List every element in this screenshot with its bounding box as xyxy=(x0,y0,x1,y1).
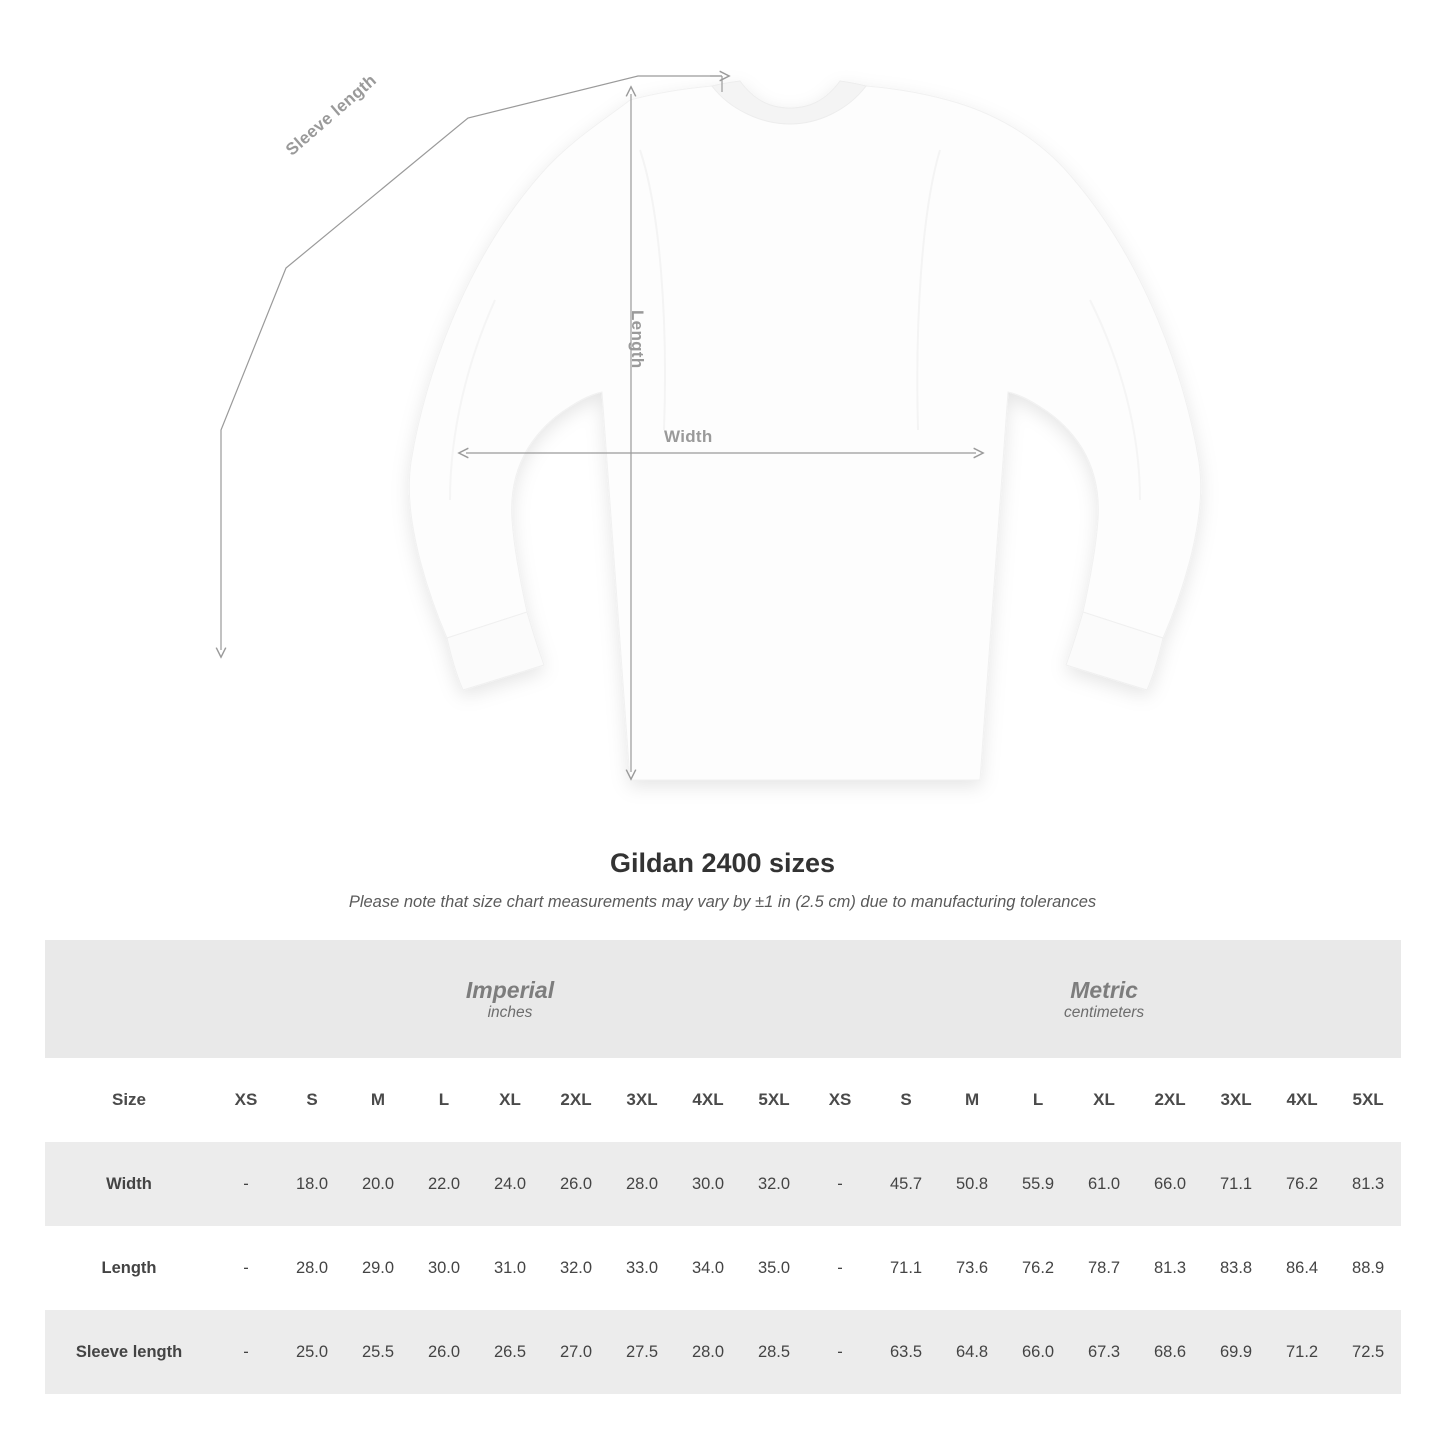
cell-sleeve-met-2: 64.8 xyxy=(939,1310,1005,1394)
size-header-row xyxy=(45,1058,1401,1142)
size-header-met-0: XS xyxy=(807,1058,873,1142)
cell-length-met-1: 71.1 xyxy=(873,1226,939,1310)
cell-length-imp-1: 28.0 xyxy=(279,1226,345,1310)
cell-length-imp-8: 35.0 xyxy=(741,1226,807,1310)
cell-width-imp-5: 26.0 xyxy=(543,1142,609,1226)
cell-width-met-6: 71.1 xyxy=(1203,1142,1269,1226)
shirt-shape xyxy=(409,81,1200,780)
unit-group-imperial-name: Imperial xyxy=(465,976,555,1003)
row-label-length: Length xyxy=(45,1226,213,1310)
cell-width-met-3: 55.9 xyxy=(1005,1142,1071,1226)
row-label-width: Width xyxy=(45,1142,213,1226)
size-header-met-8: 5XL xyxy=(1335,1058,1401,1142)
tolerance-note: Please note that size chart measurements may vary by ±1 in (2.5 cm) due to manufacturing tolerances xyxy=(348,893,1097,911)
size-header-imp-3: L xyxy=(411,1058,477,1142)
size-header-imp-5: 2XL xyxy=(543,1058,609,1142)
table-row-length xyxy=(45,1226,1401,1310)
unit-group-imperial-sub: inches xyxy=(487,1004,533,1022)
length-label: Length xyxy=(628,310,647,369)
title-block xyxy=(0,848,1445,912)
cell-length-imp-4: 31.0 xyxy=(477,1226,543,1310)
size-header-met-5: 2XL xyxy=(1137,1058,1203,1142)
cell-length-met-8: 88.9 xyxy=(1335,1226,1401,1310)
cell-width-met-4: 61.0 xyxy=(1071,1142,1137,1226)
cell-length-met-5: 81.3 xyxy=(1137,1226,1203,1310)
table-row-sleeve-length xyxy=(45,1310,1401,1394)
cell-sleeve-met-7: 71.2 xyxy=(1269,1310,1335,1394)
cell-length-met-2: 73.6 xyxy=(939,1226,1005,1310)
size-chart-table xyxy=(45,940,1401,1394)
cell-sleeve-met-1: 63.5 xyxy=(873,1310,939,1394)
cell-length-imp-0: - xyxy=(213,1226,279,1310)
size-header-label: Size xyxy=(45,1058,213,1142)
cell-sleeve-imp-8: 28.5 xyxy=(741,1310,807,1394)
cell-width-met-7: 76.2 xyxy=(1269,1142,1335,1226)
cell-length-imp-7: 34.0 xyxy=(675,1226,741,1310)
size-header-met-7: 4XL xyxy=(1269,1058,1335,1142)
cell-length-met-7: 86.4 xyxy=(1269,1226,1335,1310)
cell-length-met-0: - xyxy=(807,1226,873,1310)
cell-width-met-5: 66.0 xyxy=(1137,1142,1203,1226)
cell-sleeve-met-0: - xyxy=(807,1310,873,1394)
cell-sleeve-imp-6: 27.5 xyxy=(609,1310,675,1394)
unit-spacer xyxy=(45,940,213,1058)
cell-width-imp-3: 22.0 xyxy=(411,1142,477,1226)
unit-group-metric-sub: centimeters xyxy=(1064,1004,1145,1022)
size-header-imp-4: XL xyxy=(477,1058,543,1142)
cell-sleeve-met-5: 68.6 xyxy=(1137,1310,1203,1394)
cell-sleeve-imp-7: 28.0 xyxy=(675,1310,741,1394)
cell-width-imp-2: 20.0 xyxy=(345,1142,411,1226)
cell-sleeve-met-8: 72.5 xyxy=(1335,1310,1401,1394)
cell-length-imp-6: 33.0 xyxy=(609,1226,675,1310)
size-header-met-1: S xyxy=(873,1058,939,1142)
size-header-imp-8: 5XL xyxy=(741,1058,807,1142)
size-header-imp-2: M xyxy=(345,1058,411,1142)
size-header-imp-6: 3XL xyxy=(609,1058,675,1142)
sleeve-length-label: Sleeve length xyxy=(282,70,381,160)
size-table-wrap xyxy=(45,940,1400,1394)
cell-length-met-3: 76.2 xyxy=(1005,1226,1071,1310)
table-row-width xyxy=(45,1142,1401,1226)
cell-width-met-8: 81.3 xyxy=(1335,1142,1401,1226)
cell-sleeve-imp-5: 27.0 xyxy=(543,1310,609,1394)
cell-width-met-1: 45.7 xyxy=(873,1142,939,1226)
cell-width-imp-4: 24.0 xyxy=(477,1142,543,1226)
unit-group-imperial xyxy=(213,940,807,1058)
cell-length-imp-5: 32.0 xyxy=(543,1226,609,1310)
cell-sleeve-imp-4: 26.5 xyxy=(477,1310,543,1394)
cell-sleeve-met-6: 69.9 xyxy=(1203,1310,1269,1394)
size-header-met-3: L xyxy=(1005,1058,1071,1142)
cell-length-imp-3: 30.0 xyxy=(411,1226,477,1310)
cell-width-imp-0: - xyxy=(213,1142,279,1226)
unit-group-metric-name: Metric xyxy=(1070,976,1138,1003)
cell-length-imp-2: 29.0 xyxy=(345,1226,411,1310)
size-header-imp-1: S xyxy=(279,1058,345,1142)
size-header-imp-7: 4XL xyxy=(675,1058,741,1142)
cell-sleeve-imp-3: 26.0 xyxy=(411,1310,477,1394)
size-header-met-6: 3XL xyxy=(1203,1058,1269,1142)
size-header-imp-0: XS xyxy=(213,1058,279,1142)
cell-sleeve-met-4: 67.3 xyxy=(1071,1310,1137,1394)
row-label-sleeve-length: Sleeve length xyxy=(45,1310,213,1394)
size-header-met-4: XL xyxy=(1071,1058,1137,1142)
unit-header-row xyxy=(45,940,1401,1058)
cell-sleeve-imp-1: 25.0 xyxy=(279,1310,345,1394)
unit-group-metric xyxy=(807,940,1401,1058)
cell-sleeve-imp-0: - xyxy=(213,1310,279,1394)
cell-sleeve-imp-2: 25.5 xyxy=(345,1310,411,1394)
cell-length-met-4: 78.7 xyxy=(1071,1226,1137,1310)
cell-width-met-2: 50.8 xyxy=(939,1142,1005,1226)
cell-length-met-6: 83.8 xyxy=(1203,1226,1269,1310)
width-label: Width xyxy=(664,427,713,446)
cell-width-imp-6: 28.0 xyxy=(609,1142,675,1226)
cell-width-imp-1: 18.0 xyxy=(279,1142,345,1226)
page-title: Gildan 2400 sizes xyxy=(609,848,836,878)
cell-width-imp-8: 32.0 xyxy=(741,1142,807,1226)
cell-width-met-0: - xyxy=(807,1142,873,1226)
cell-sleeve-met-3: 66.0 xyxy=(1005,1310,1071,1394)
cell-width-imp-7: 30.0 xyxy=(675,1142,741,1226)
size-header-met-2: M xyxy=(939,1058,1005,1142)
